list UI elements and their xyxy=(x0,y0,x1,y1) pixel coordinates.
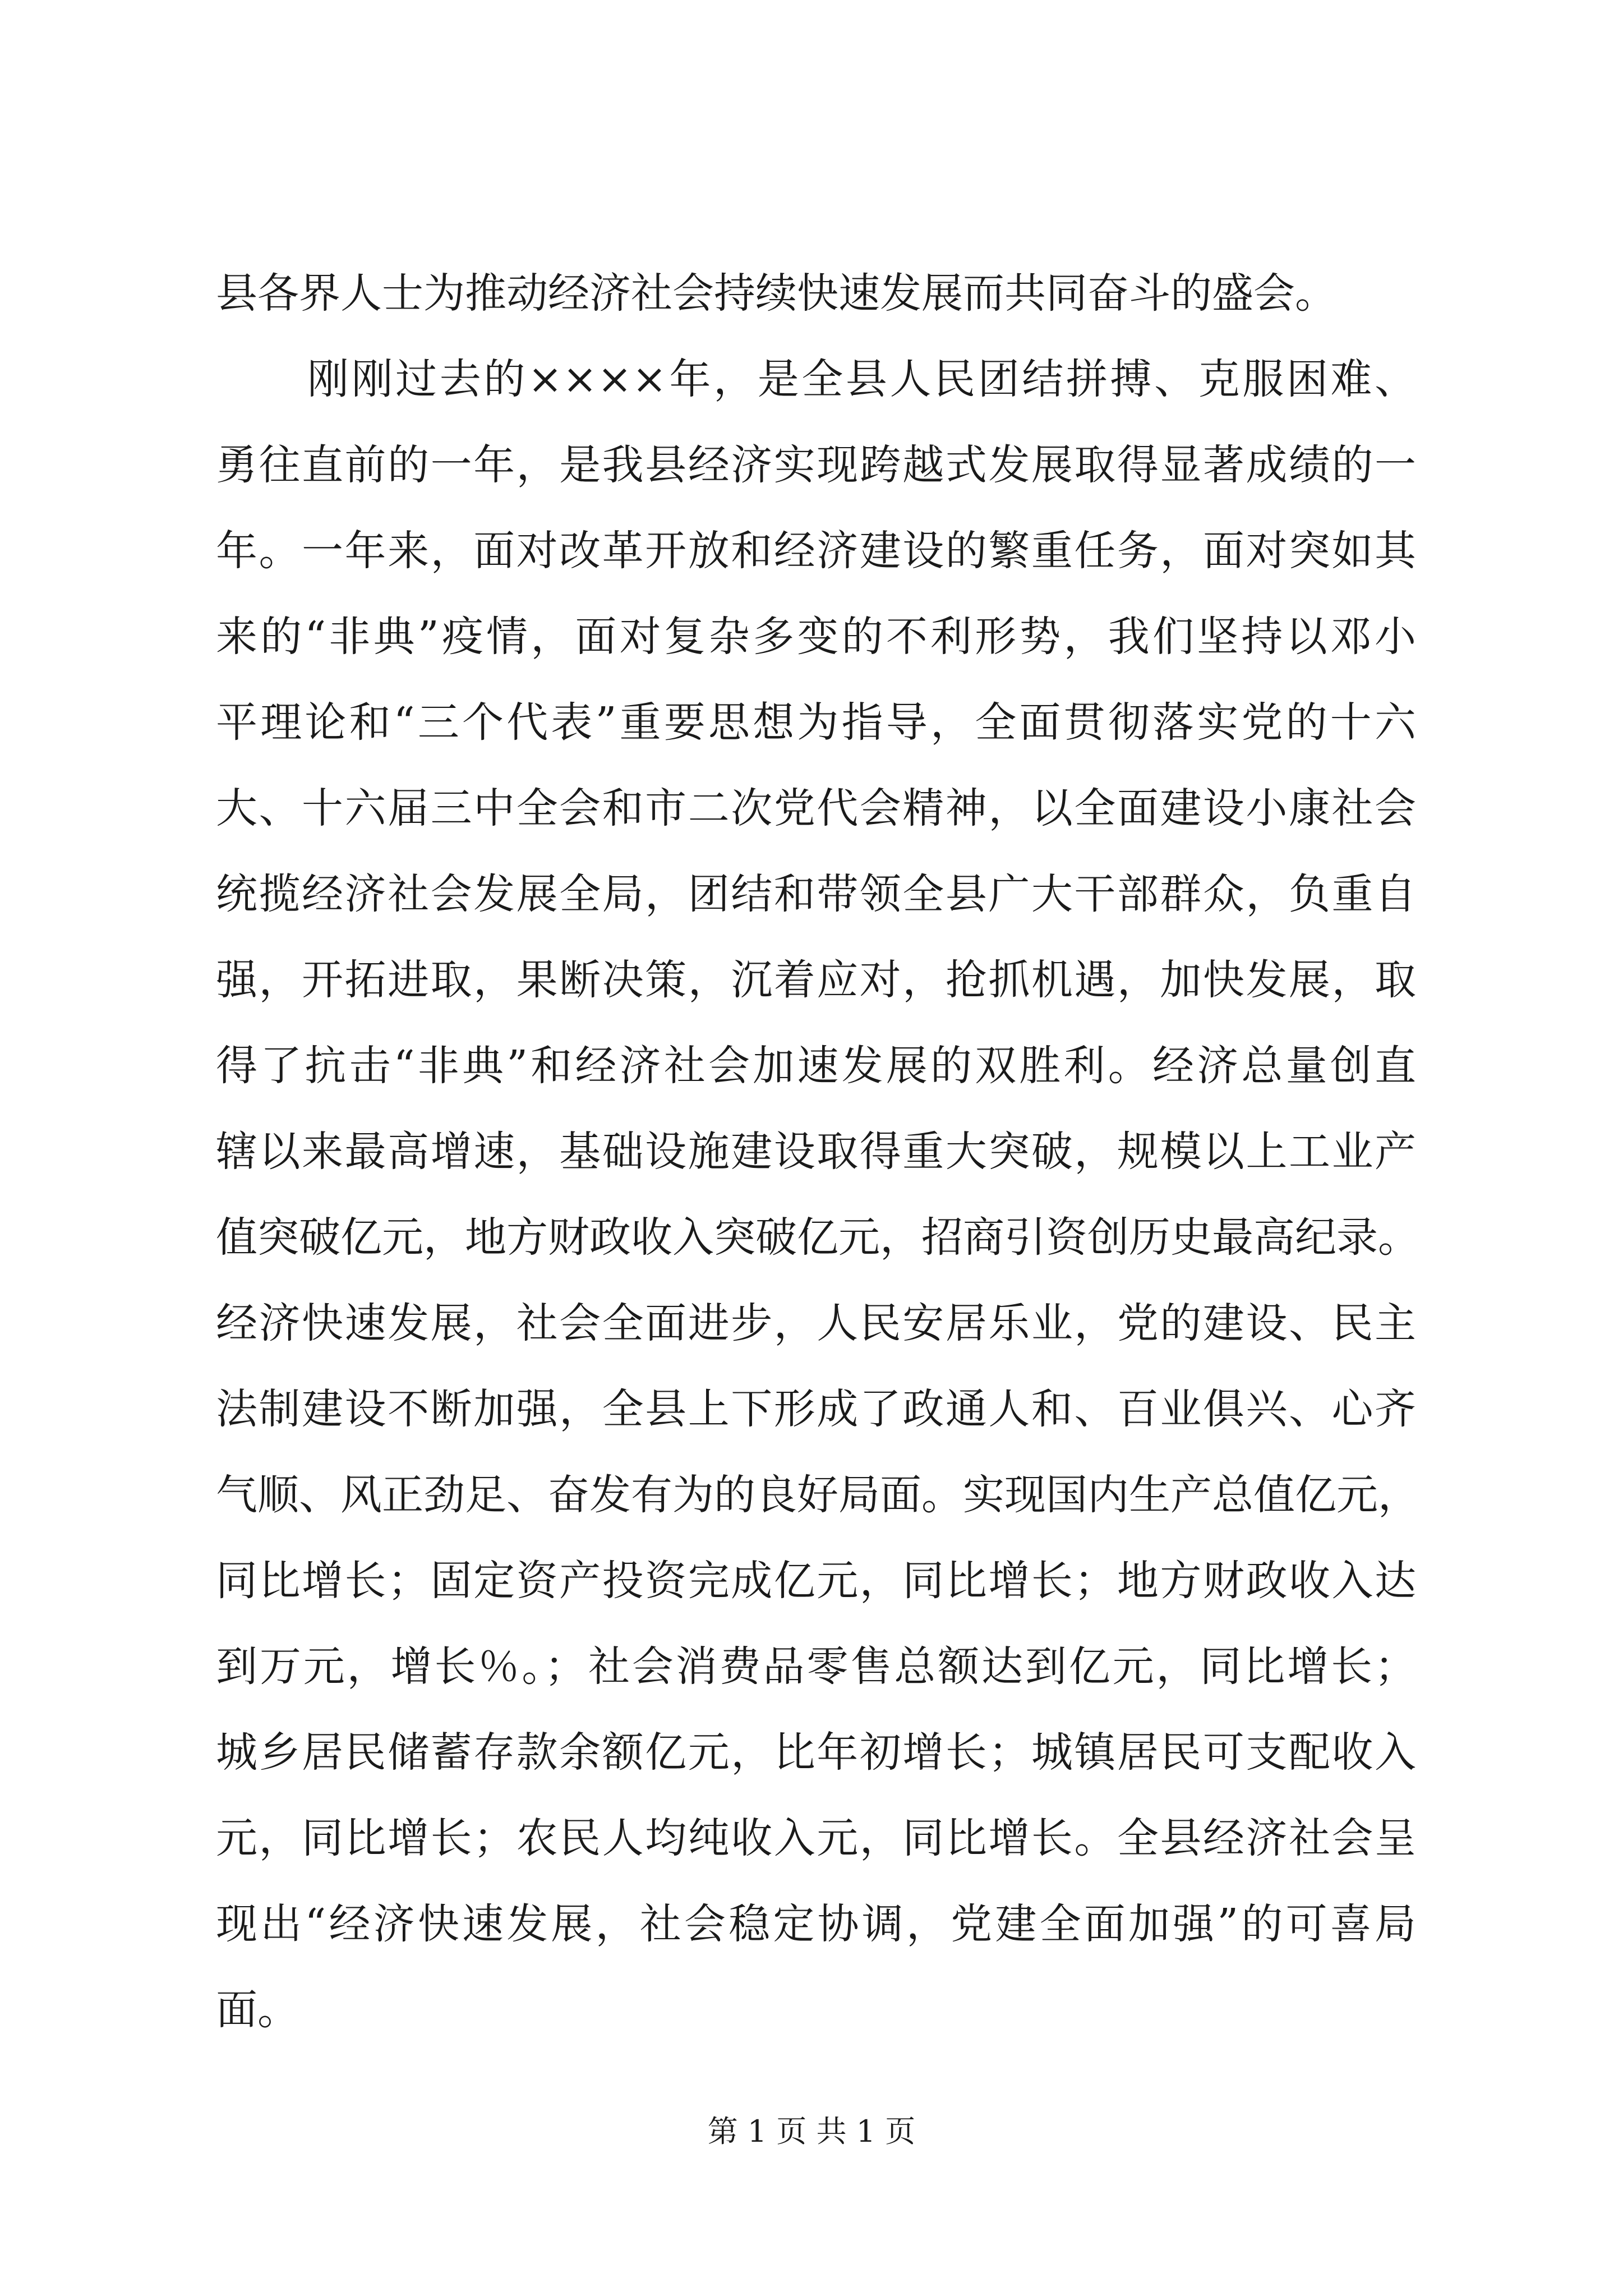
page-number-footer: 第 1 页 共 1 页 xyxy=(707,2114,916,2149)
text-line: 年。一年来，面对改革开放和经济建设的繁重任务，面对突如其 xyxy=(216,527,1416,575)
text-line: 县各界人士为推动经济社会持续快速发展而共同奋斗的盛会。 xyxy=(216,269,1336,318)
text-line: 刚刚过去的××××年，是全县人民团结拼搏、克服困难、 xyxy=(307,355,1416,403)
text-line: 统揽经济社会发展全局，团结和带领全县广大干部群众，负重自 xyxy=(216,870,1416,918)
text-line: 元，同比增长；农民人均纯收入元，同比增长。全县经济社会呈 xyxy=(216,1814,1416,1862)
body-text xyxy=(216,251,1419,2053)
text-line: 平理论和“三个代表”重要思想为指导，全面贯彻落实党的十六 xyxy=(216,698,1416,747)
text-line: 来的“非典”疫情，面对复杂多变的不利形势，我们坚持以邓小 xyxy=(216,613,1416,661)
text-line: 得了抗击“非典”和经济社会加速发展的双胜利。经济总量创直 xyxy=(216,1042,1416,1090)
text-line: 大、十六届三中全会和市二次党代会精神，以全面建设小康社会 xyxy=(216,784,1416,832)
text-line: 强，开拓进取，果断决策，沉着应对，抢抓机遇，加快发展，取 xyxy=(216,956,1416,1004)
text-line: 经济快速发展，社会全面进步，人民安居乐业，党的建设、民主 xyxy=(216,1299,1416,1347)
text-line: 面。 xyxy=(216,1986,299,2034)
text-line: 到万元，增长％。；社会消费品零售总额达到亿元，同比增长； xyxy=(216,1642,1416,1691)
text-line: 气顺、风正劲足、奋发有为的良好局面。实现国内生产总值亿元， xyxy=(216,1471,1419,1519)
text-line: 值突破亿元，地方财政收入突破亿元，招商引资创历史最高纪录。 xyxy=(216,1213,1419,1262)
text-line: 法制建设不断加强，全县上下形成了政通人和、百业俱兴、心齐 xyxy=(216,1385,1416,1433)
text-line: 现出“经济快速发展，社会稳定协调，党建全面加强”的可喜局 xyxy=(216,1900,1416,1948)
text-line: 同比增长；固定资产投资完成亿元，同比增长；地方财政收入达 xyxy=(216,1557,1416,1605)
text-line: 城乡居民储蓄存款余额亿元，比年初增长；城镇居民可支配收入 xyxy=(216,1728,1416,1777)
text-line: 勇往直前的一年，是我县经济实现跨越式发展取得显著成绩的一 xyxy=(216,441,1416,489)
text-line: 辖以来最高增速，基础设施建设取得重大突破，规模以上工业产 xyxy=(216,1128,1416,1176)
